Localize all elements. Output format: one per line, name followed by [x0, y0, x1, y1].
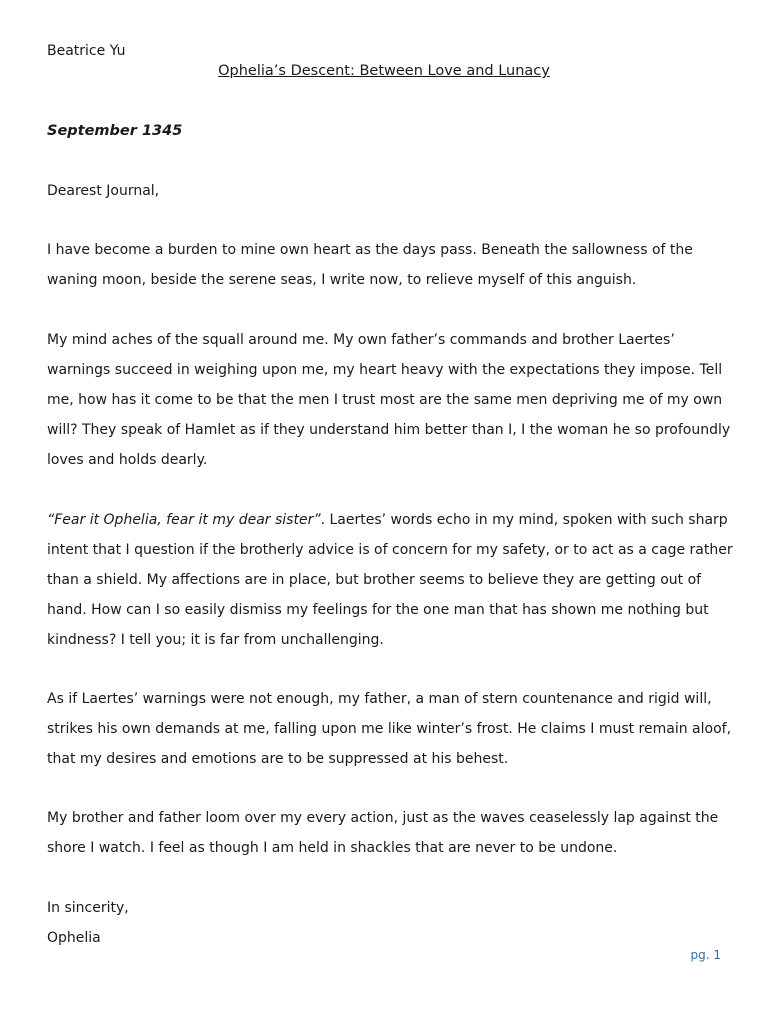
paragraph-line: than a shield. My affections are in place, but brother seems to believe they are getting out of — [47, 572, 702, 588]
paragraph-text: . Laertes’ words echo in my mind, spoken with such sharp — [320, 512, 728, 528]
paragraph-line: shore I watch. I feel as though I am held in shackles that are never to be undone. — [47, 840, 618, 856]
paragraph-line: My mind aches of the squall around me. My own father’s commands and brother Laertes’ — [47, 332, 675, 348]
author-name: Beatrice Yu — [47, 43, 126, 59]
paragraph-5 — [47, 803, 718, 863]
paragraph-line: that my desires and emotions are to be suppressed at his behest. — [47, 751, 509, 767]
paragraph-3 — [47, 505, 733, 655]
paragraph-line: I have become a burden to mine own heart as the days pass. Beneath the sallowness of the — [47, 242, 693, 258]
paragraph-line: As if Laertes’ warnings were not enough, my father, a man of stern countenance and rigid will, — [47, 691, 712, 707]
paragraph-4 — [47, 684, 731, 774]
paragraph-line: intent that I question if the brotherly advice is of concern for my safety, or to act as a cage rather — [47, 542, 733, 558]
paragraph-2 — [47, 325, 730, 475]
closing: In sincerity, — [47, 900, 129, 916]
paragraph-line: hand. How can I so easily dismiss my feelings for the one man that has shown me nothing but — [47, 602, 709, 618]
signature: Ophelia — [47, 930, 101, 946]
paragraph-line: strikes his own demands at me, falling upon me like winter’s frost. He claims I must remain aloof, — [47, 721, 732, 737]
paragraph-line: waning moon, beside the serene seas, I write now, to relieve myself of this anguish. — [47, 272, 637, 288]
page-number: pg. 1 — [690, 948, 721, 962]
paragraph-line: will? They speak of Hamlet as if they understand him better than I, I the woman he so profoundly — [47, 422, 731, 438]
paragraph-line: My brother and father loom over my every action, just as the waves ceaselessly lap against the — [47, 810, 719, 826]
paragraph-1 — [47, 235, 693, 295]
salutation: Dearest Journal, — [47, 183, 160, 199]
document-title: Ophelia’s Descent: Between Love and Lunacy — [218, 63, 550, 79]
laertes-quote: “Fear it Ophelia, fear it my dear sister” — [47, 512, 321, 528]
paragraph-line: kindness? I tell you; it is far from unchallenging. — [47, 632, 384, 648]
paragraph-line: loves and holds dearly. — [47, 452, 208, 468]
paragraph-line: me, how has it come to be that the men I trust most are the same men depriving me of my own — [47, 392, 723, 408]
journal-date: September 1345 — [47, 123, 183, 139]
paragraph-line — [47, 505, 733, 535]
paragraph-line: warnings succeed in weighing upon me, my heart heavy with the expectations they impose. Tell — [47, 362, 723, 378]
